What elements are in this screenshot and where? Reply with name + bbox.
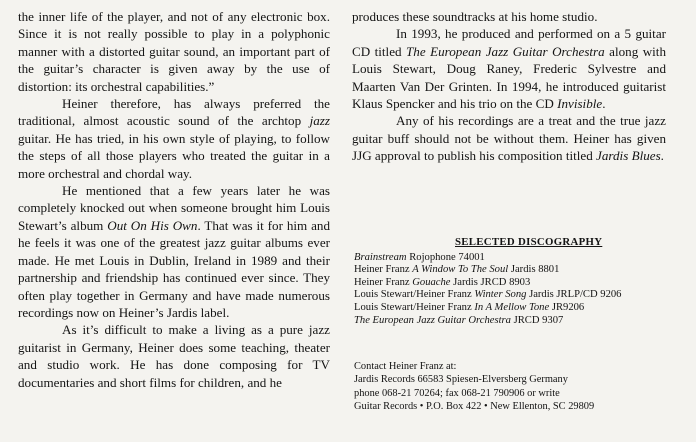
emphasis-jazz: jazz <box>309 113 330 129</box>
text-run: guitar. He has tried, in his own style of playing, to follow the steps of all those players who treated the guitar in a more orchestral and chordal way. <box>18 130 330 181</box>
label-catalog: Rojophone 74001 <box>406 251 485 263</box>
right-column <box>352 8 666 165</box>
text-run: along with Louis Stewart, Doug Raney, Frederic Sylvestre and Maarten Van Der Grinten. In 1994, he introduced guitarist Klaus Spencker and his trio on the CD <box>352 43 666 112</box>
discography-item <box>354 264 674 277</box>
discography-item <box>354 315 674 328</box>
label-catalog: Jardis 8801 <box>508 264 560 276</box>
label-catalog: JRCD 9307 <box>510 314 564 326</box>
discography-item <box>354 289 674 302</box>
paragraph-traditional-sound <box>18 95 330 182</box>
paragraph-soundtracks: produces these soundtracks at his home studio. <box>352 9 598 24</box>
discography-item <box>354 302 674 315</box>
discography-heading: SELECTED DISCOGRAPHY <box>455 236 603 248</box>
composition-title: Jardis Blues <box>596 148 661 164</box>
contact-mail-address: Guitar Records • P.O. Box 422 • New Ellenton, SC 29809 <box>354 401 595 413</box>
album-title: Winter Song <box>474 289 527 301</box>
text-run: In 1993, he produced and performed on a 5 guitar CD titled <box>352 26 666 59</box>
left-column <box>18 8 330 391</box>
album-title: Invisible <box>557 96 603 112</box>
artist: Louis Stewart/Heiner Franz <box>354 289 475 301</box>
text-run: . That was it for him and he feels it was one of the greatest jazz guitar albums ever made. He met Louis in Dublin, Ireland in 1989 and their partnership and friendship has continued ever since. They often play together in Germany and have made numerous recordings now on Heiner’s Jardis label. <box>18 217 330 320</box>
album-title: In A Mellow Tone <box>474 301 550 313</box>
contact-phone: phone 068-21 70264; fax 068-21 790906 or write <box>354 387 560 399</box>
text-run: . <box>660 148 664 164</box>
album-title: The European Jazz Guitar Orchestra <box>354 314 511 326</box>
paragraph-teaching: As it’s difficult to make a living as a pure jazz guitarist in Germany, Heiner does some teaching, theater and studio work. He has done composing for TV documentaries and short films for children, and he <box>18 322 330 390</box>
discography-item <box>354 277 674 290</box>
contact-heading: Contact Heiner Franz at: <box>354 361 457 372</box>
text-run: Heiner therefore, has always preferred the traditional, almost acoustic sound of the archtop <box>18 96 330 129</box>
album-title: Brainstream <box>354 251 407 263</box>
label-catalog: Jardis JRCD 8903 <box>450 276 531 288</box>
selected-discography <box>354 236 674 327</box>
artist: Louis Stewart/Heiner Franz <box>354 301 475 313</box>
artist: Heiner Franz <box>354 264 413 276</box>
contact-info <box>354 360 684 414</box>
text-run: Any of his recordings are a treat and the true jazz guitar buff should not be without them. Heiner has given JJG approval to publish his composition titled <box>352 113 666 164</box>
discography-item <box>354 252 674 265</box>
label-catalog: JR9206 <box>549 301 585 313</box>
paragraph-jardis-blues <box>352 112 666 164</box>
contact-address: Jardis Records 66583 Spiesen-Elversberg Germany <box>354 374 568 386</box>
paragraph-european-orchestra <box>352 25 666 112</box>
label-catalog: Jardis JRLP/CD 9206 <box>526 289 622 301</box>
text-run: . <box>602 96 606 112</box>
album-title: Out On His Own <box>107 217 198 233</box>
paragraph-louis-stewart <box>18 182 330 321</box>
artist: Heiner Franz <box>354 276 413 288</box>
paragraph-inner-life: the inner life of the player, and not of any electronic box. Since it is not really possible to play in a polyphonic manner with a distorted guitar sound, an important part of the guitar’s character is given away by the use of distortion: its orchestral capabilities.” <box>18 9 330 94</box>
album-title: Gouache <box>412 276 451 288</box>
album-title: A Window To The Soul <box>412 264 509 276</box>
text-run: He mentioned that a few years later he was completely knocked out when someone brought him Louis Stewart’s album <box>18 183 330 233</box>
album-title: The European Jazz Guitar Orchestra <box>406 43 605 59</box>
